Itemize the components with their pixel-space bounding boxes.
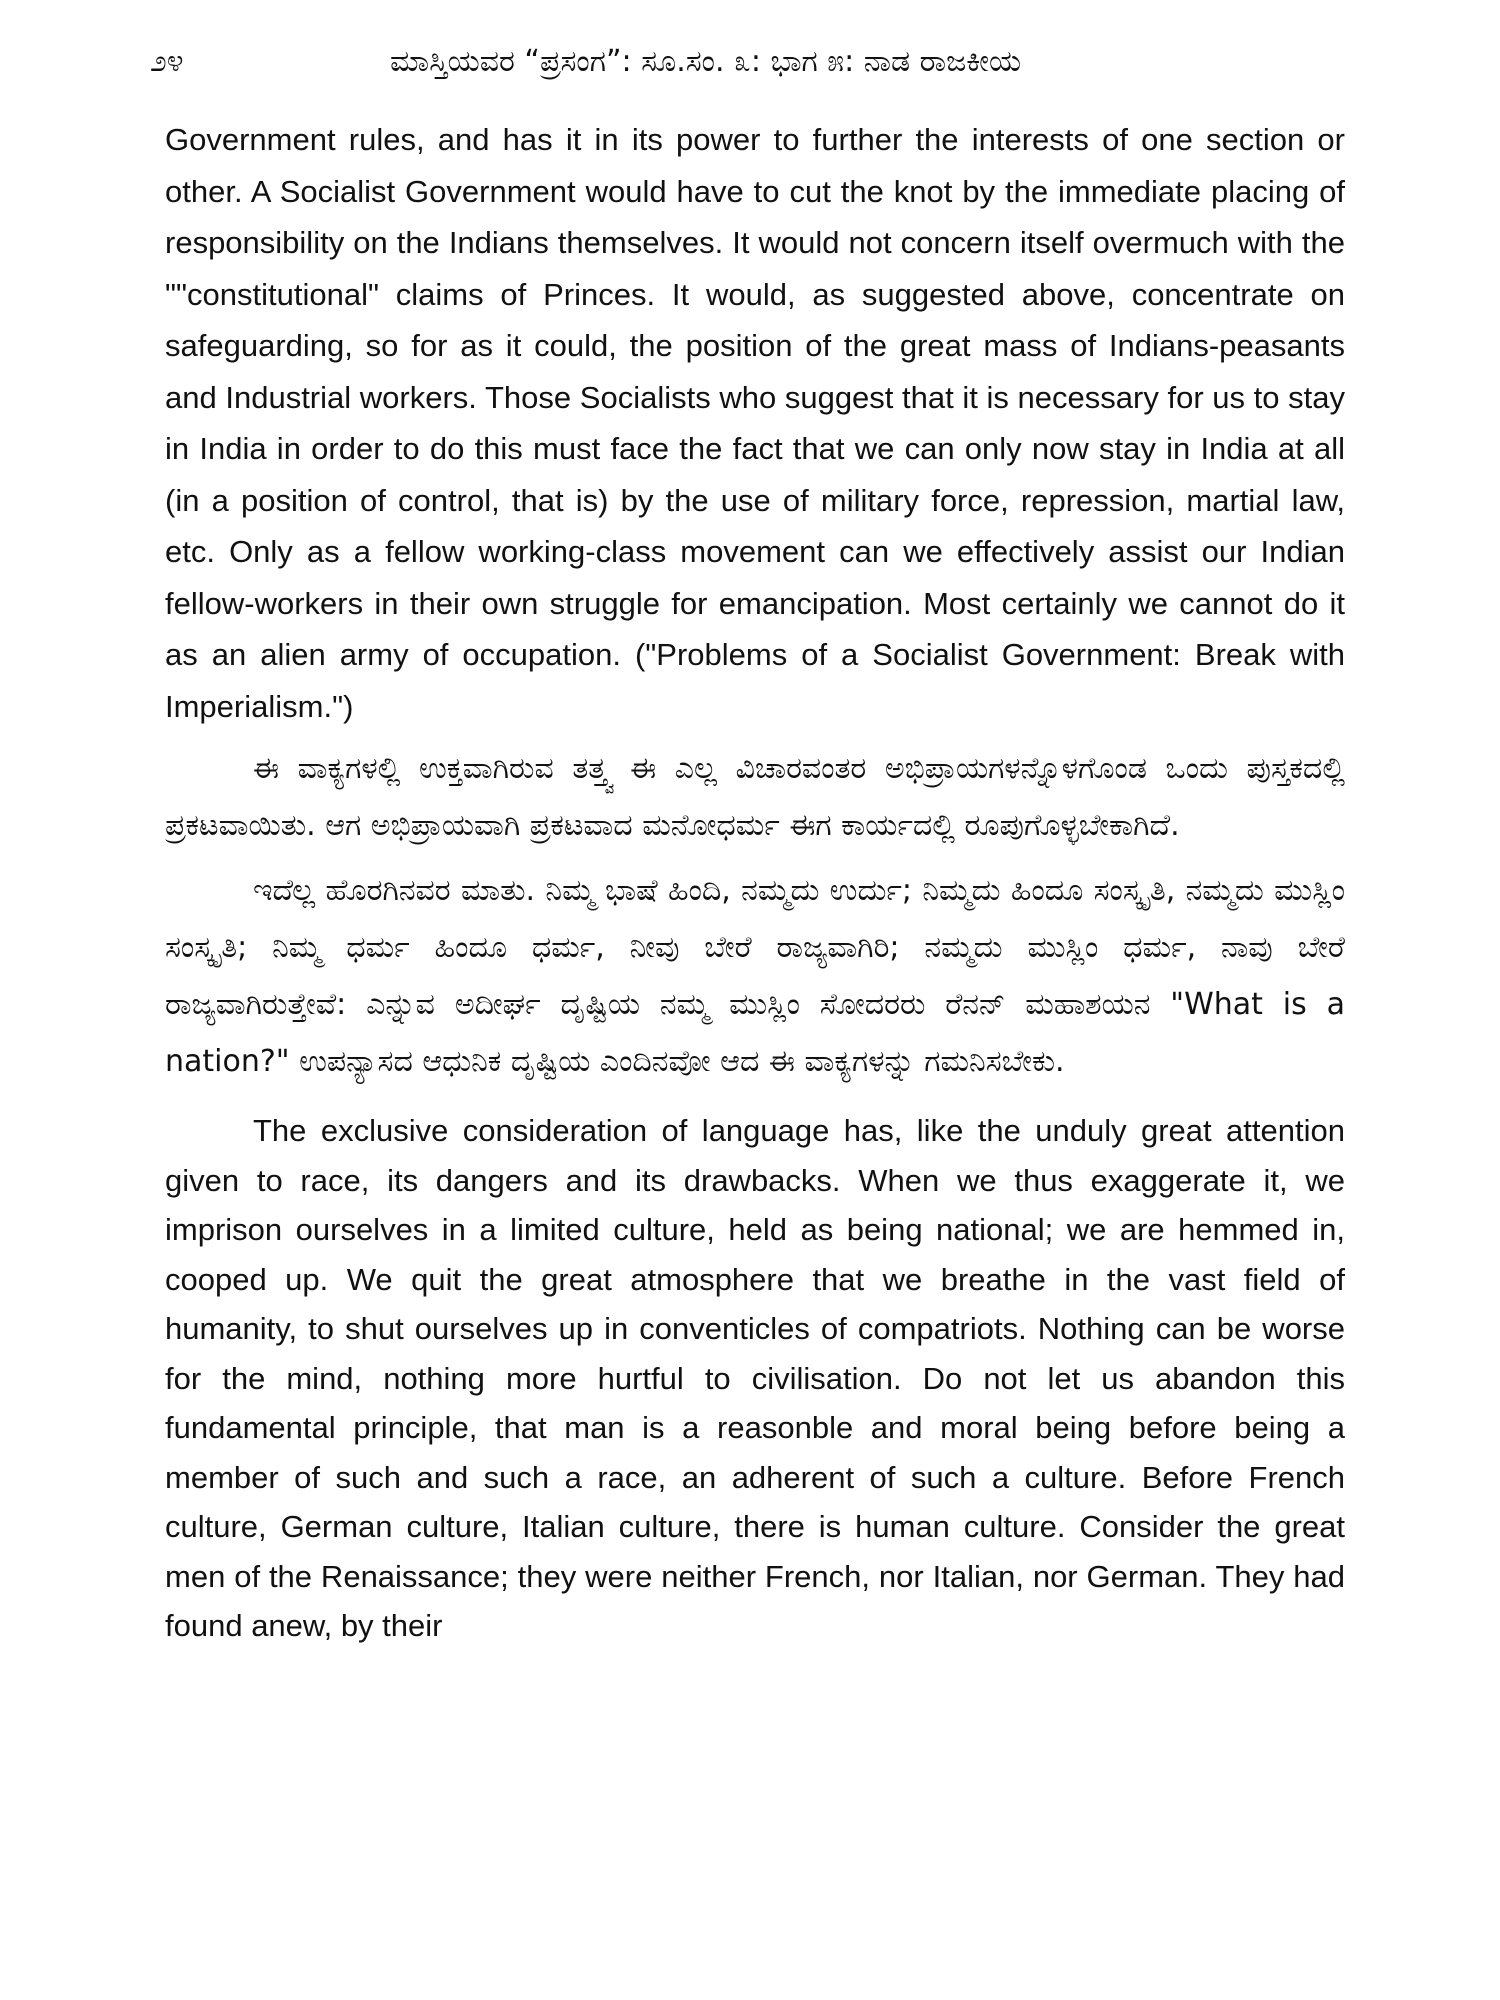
paragraph-quote-socialist-government: Government rules, and has it in its power to further the interests of one section or other. A Socialist Government would have to cut the knot by the immediate placing of responsibility on the Indians themselves. It would not concern itself overmuch with the ""constitutional" claims of Princes. It would, as suggested above, concentrate on safeguarding, so for as it could, the position of the great mass of Indians-peasants and Industrial workers. Those Socialists who suggest that it is necessary for us to stay in India in order to do this must face the fact that we can only now stay in India at all (in a position of control, that is) by the use of military force, repression, martial law, etc. Only as a fellow working-class movement can we effectively assist our Indian fellow-workers in their own struggle for emancipation. Most certainly we cannot do it as an alien army of occupation. ("Problems of a Socialist Government: Break with Imperialism.") [165, 122, 1345, 724]
body-text [165, 114, 1345, 1651]
paragraph-kannada-principle: ಈ ವಾಕ್ಯಗಳಲ್ಲಿ ಉಕ್ತವಾಗಿರುವ ತತ್ತ್ವ ಈ ಎಲ್ಲ ವಿಚಾರವಂತರ ಅಭಿಪ್ರಾಯಗಳನ್ನೊಳಗೊಂಡ ಒಂದು ಪುಸ್ತಕದಲ್ಲಿ ಪ್ರಕಟವಾಯಿತು. ಆಗ ಅಭಿಪ್ರಾಯವಾಗಿ ಪ್ರಕಟವಾದ ಮನೋಧರ್ಮ ಈಗ ಕಾರ್ಯದಲ್ಲಿ ರೂಪುಗೊಳ್ಳಬೇಕಾಗಿದೆ. [165, 751, 1345, 843]
header-title: ಮಾಸ್ತಿಯವರ “ಪ್ರಸಂಗ”: ಸೂ.ಸಂ. ೩: ಭಾಗ ೫: ನಾಡ ರಾಜಕೀಯ [390, 44, 1022, 79]
paragraph-kannada-outsiders: ಇದೆಲ್ಲ ಹೊರಗಿನವರ ಮಾತು. ನಿಮ್ಮ ಭಾಷೆ ಹಿಂದಿ, ನಮ್ಮದು ಉರ್ದು; ನಿಮ್ಮದು ಹಿಂದೂ ಸಂಸ್ಕೃತಿ, ನಮ್ಮದು ಮುಸ್ಲಿಂ ಸಂಸ್ಕೃತಿ; ನಿಮ್ಮ ಧರ್ಮ ಹಿಂದೂ ಧರ್ಮ, ನೀವು ಬೇರೆ ರಾಜ್ಯವಾಗಿರಿ; ನಮ್ಮದು ಮುಸ್ಲಿಂ ಧರ್ಮ, ನಾವು ಬೇರೆ ರಾಜ್ಯವಾಗಿರುತ್ತೇವೆ: ಎನ್ನುವ ಅದೀರ್ಘ ದೃಷ್ಟಿಯ ನಮ್ಮ ಮುಸ್ಲಿಂ ಸೋದರರು ರೆನನ್ ಮಹಾಶಯನ "What is a nation?" ಉಪನ್ಯಾಸದ ಆಧುನಿಕ ದೃಷ್ಟಿಯ ಎಂದಿನವೋ ಆದ ಈ ವಾಕ್ಯಗಳನ್ನು ಗಮನಿಸಬೇಕು. [165, 873, 1345, 1079]
page-number: ೨೪ [150, 44, 184, 79]
running-header [150, 40, 1350, 84]
paragraph-quote-renan: The exclusive consideration of language has, like the unduly great attention given to race, its dangers and its drawbacks. When we thus exaggerate it, we imprison ourselves in a limited culture, held as being national; we are hemmed in, cooped up. We quit the great atmosphere that we breathe in the vast field of humanity, to shut ourselves up in conventicles of compatriots. Nothing can be worse for the mind, nothing more hurtful to civilisation. Do not let us abandon this fundamental principle, that man is a reasonble and moral being before being a member of such and such a race, an adherent of such a culture. Before French culture, German culture, Italian culture, there is human culture. Consider the great men of the Renaissance; they were neither French, nor Italian, nor German. They had found anew, by their [165, 1113, 1345, 1643]
